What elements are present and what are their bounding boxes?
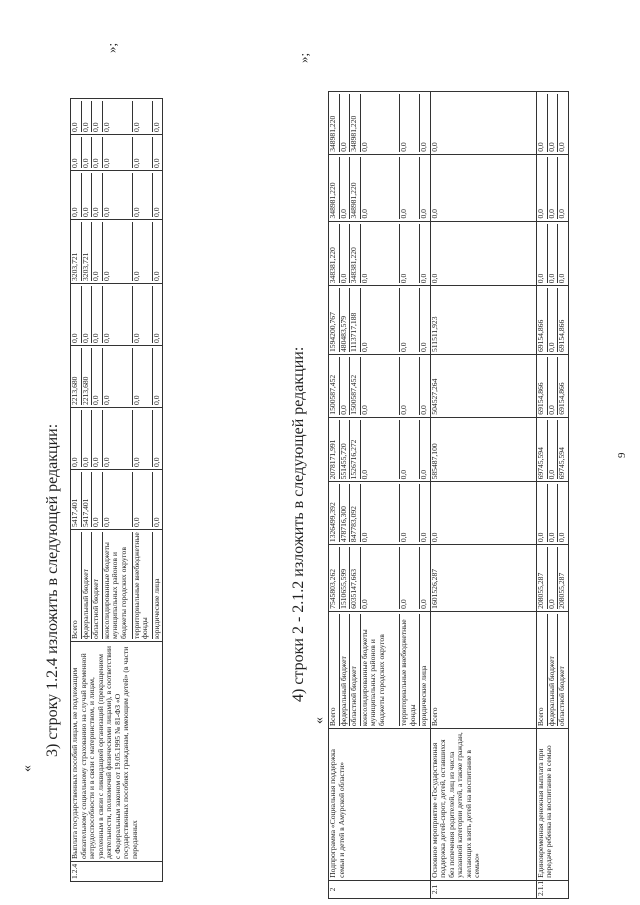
value-column (329, 417, 431, 482)
value-column (536, 221, 568, 286)
value-cell: 0,0 (557, 532, 567, 543)
value-column (71, 220, 163, 284)
value-cell: 0,0 (71, 101, 82, 132)
value-cell: 0,0 (400, 357, 420, 415)
value-cell: 208055,287 (537, 547, 548, 609)
value-column (71, 171, 163, 220)
value-cell: 0,0 (419, 273, 429, 284)
value-cell: 0,0 (92, 173, 103, 217)
funding-sources (71, 530, 163, 642)
value-cell: 551455,720 (340, 420, 351, 480)
value-cell: 0,0 (82, 137, 93, 168)
value-cell: 0,0 (537, 484, 548, 542)
value-column (71, 346, 163, 408)
value-cell: 69745,594 (557, 447, 567, 480)
value-cell: 348981,220 (350, 94, 361, 152)
value-cell: 348981,220 (350, 157, 361, 219)
value-cell: 0,0 (419, 469, 429, 480)
value-cell: 0,0 (361, 157, 400, 219)
table-row (536, 92, 568, 899)
value-cell: 0,0 (71, 410, 82, 467)
value-cell: 0,0 (71, 173, 82, 217)
value-cell: 348981,220 (329, 94, 340, 152)
value-cell: 0,0 (400, 420, 420, 480)
value-cell: 0,0 (557, 142, 567, 152)
value-column (329, 545, 431, 612)
value-cell: 0,0 (548, 94, 559, 152)
value-cell: 2213,680 (82, 348, 93, 405)
value-cell: 0,0 (103, 410, 133, 467)
value-cell: 69154,866 (537, 357, 548, 415)
value-cell: 0,0 (400, 157, 420, 219)
row-number: 1.2.4 (71, 862, 163, 882)
row-number: 2.1 (430, 880, 536, 898)
row-description: Подпрограмма «Социальная поддержка семьи и детей в Амурской области» (329, 729, 431, 881)
value-cell: 0,0 (419, 342, 429, 352)
value-cell: 0,0 (548, 484, 559, 542)
value-cell: 0,0 (92, 137, 103, 168)
value-cell: 5417,401 (71, 472, 82, 527)
value-cell: 0,0 (548, 420, 559, 480)
value-cell: 0,0 (133, 137, 153, 168)
value-cell: 0,0 (103, 472, 133, 527)
source-label: консолидированные бюджеты муниципальных районов и бюджеты городских округов (103, 532, 133, 639)
value-cell: 0,0 (361, 224, 400, 284)
page-number: 9 (616, 452, 628, 458)
table-row (329, 92, 431, 899)
value-cell: 0,0 (92, 222, 103, 281)
value-cell: 0,0 (430, 482, 536, 545)
value-cell: 847783,092 (350, 484, 361, 542)
row-description: Единовременная денежная выплата при передаче ребенка на воспитание в семью (536, 729, 568, 881)
value-cell: 0,0 (133, 222, 153, 281)
value-cell: 0,0 (340, 224, 351, 284)
section4-heading: 4) строки 2 - 2.1.2 изложить в следующей редакции: (290, 346, 307, 702)
value-cell: 585487,100 (430, 417, 536, 482)
value-cell: 3203,721 (71, 222, 82, 281)
value-cell: 0,0 (340, 157, 351, 219)
value-cell: 7545803,262 (329, 547, 340, 609)
funding-sources (430, 611, 536, 728)
section4-open-quote: « (312, 717, 327, 724)
value-cell: 0,0 (151, 271, 161, 281)
source-label: юридические лица (419, 665, 429, 727)
source-label: областной бюджет (92, 532, 103, 639)
value-cell: 348981,220 (329, 157, 340, 219)
section4-table (328, 91, 569, 899)
value-column (71, 470, 163, 530)
value-cell: 5417,401 (82, 472, 93, 527)
value-cell: 348381,220 (350, 224, 361, 284)
value-cell: 0,0 (430, 92, 536, 155)
value-cell: 0,0 (340, 94, 351, 152)
value-column (536, 417, 568, 482)
value-cell: 0,0 (548, 157, 559, 219)
value-cell: 0,0 (419, 405, 429, 415)
value-column (329, 482, 431, 545)
value-cell: 0,0 (361, 288, 400, 352)
section3-close-mark: »; (104, 42, 119, 53)
source-label: федеральный бюджет (340, 614, 351, 726)
value-column (536, 154, 568, 221)
table-row (71, 99, 163, 882)
source-label: Всего (329, 614, 340, 726)
value-cell: 0,0 (151, 395, 161, 405)
value-cell: 480483,579 (340, 288, 351, 352)
value-cell: 504527,264 (430, 355, 536, 418)
value-column (329, 286, 431, 355)
value-column (329, 221, 431, 286)
funding-sources (536, 611, 568, 728)
value-cell: 6035147,663 (350, 547, 361, 609)
value-cell: 0,0 (430, 154, 536, 221)
section3-heading: 3) строку 1.2.4 изложить в следующей редакции: (44, 423, 61, 757)
value-column (71, 135, 163, 171)
value-cell: 0,0 (92, 348, 103, 405)
source-label: консолидированные бюджеты муниципальных районов и бюджеты городских округов (361, 614, 400, 726)
value-cell: 69154,866 (537, 288, 548, 352)
value-column (71, 284, 163, 346)
table-row (430, 92, 536, 899)
value-column (329, 154, 431, 221)
value-cell: 0,0 (133, 410, 153, 467)
row-description: Основное мероприятие «Государственная поддержка детей-сирот, детей, оставшихся без попечения родителей, лиц из числа указанной категории детей, а также граждан, желающих взять детей на воспитание в семью» (430, 729, 536, 881)
value-cell: 0,0 (82, 286, 93, 343)
value-column (329, 92, 431, 155)
value-cell: 0,0 (151, 517, 161, 527)
value-cell: 0,0 (419, 532, 429, 543)
value-cell: 0,0 (92, 101, 103, 132)
value-cell: 0,0 (557, 209, 567, 219)
source-label: областной бюджет (350, 614, 361, 726)
value-cell: 1594200,767 (329, 288, 340, 352)
value-cell: 0,0 (548, 547, 559, 609)
value-cell: 0,0 (537, 94, 548, 152)
value-cell: 0,0 (151, 122, 161, 132)
value-cell: 0,0 (548, 357, 559, 415)
value-cell: 0,0 (103, 286, 133, 343)
value-cell: 0,0 (419, 599, 429, 609)
value-cell: 0,0 (361, 357, 400, 415)
value-column (536, 355, 568, 418)
source-label: юридические лица (151, 578, 161, 639)
value-column (536, 286, 568, 355)
value-cell: 0,0 (151, 158, 161, 168)
value-cell: 0,0 (92, 286, 103, 343)
value-cell: 1500587,452 (329, 357, 340, 415)
value-cell: 0,0 (548, 224, 559, 284)
section3-open-quote: « (20, 765, 35, 772)
value-cell: 0,0 (537, 157, 548, 219)
value-column (71, 408, 163, 470)
value-column (536, 545, 568, 612)
row-number: 2.1.1 (536, 880, 568, 898)
row-description: Выплата государственных пособий лицам, не подлежащим обязательному социальному страхованию на случай временной нетрудоспособности и в связи с материнством, и лицам, уволенным в связи с ликвидацией организаций (прекращением деятельности, полномочий физическими лицами), в соответствии с Федеральным законом от 19.05.1995 № 81-ФЗ «О государственных пособиях гражданам, имеющим детей» (в части переданных (71, 642, 163, 862)
value-cell: 1601526,287 (430, 545, 536, 612)
value-column (71, 99, 163, 135)
value-cell: 69154,866 (557, 319, 567, 352)
value-cell: 0,0 (557, 273, 567, 284)
value-column (329, 355, 431, 418)
value-cell: 0,0 (548, 288, 559, 352)
value-cell: 0,0 (361, 547, 400, 609)
value-cell: 0,0 (400, 547, 420, 609)
value-cell: 0,0 (103, 173, 133, 217)
value-cell: 0,0 (82, 410, 93, 467)
value-cell: 348381,220 (329, 224, 340, 284)
value-cell: 208055,287 (557, 572, 567, 609)
value-cell: 1113717,188 (350, 288, 361, 352)
value-column (536, 482, 568, 545)
source-label: Всего (71, 532, 82, 639)
value-cell: 0,0 (133, 472, 153, 527)
value-cell: 0,0 (400, 224, 420, 284)
source-label: федеральный бюджет (82, 532, 93, 639)
value-cell: 0,0 (71, 286, 82, 343)
source-label: Всего (537, 614, 548, 726)
value-cell: 0,0 (151, 333, 161, 343)
source-label: территориальные внебюджетные фонды (400, 614, 420, 726)
value-cell: 511511,923 (430, 286, 536, 355)
value-cell: 69154,866 (557, 382, 567, 415)
value-cell: 0,0 (537, 224, 548, 284)
value-cell: 0,0 (361, 94, 400, 152)
value-cell: 0,0 (419, 142, 429, 152)
value-cell: 0,0 (71, 137, 82, 168)
value-cell: 0,0 (92, 410, 103, 467)
value-cell: 1510655,599 (340, 547, 351, 609)
value-cell: 0,0 (400, 288, 420, 352)
value-cell: 0,0 (133, 101, 153, 132)
value-cell: 0,0 (103, 101, 133, 132)
value-cell: 1526716,272 (350, 420, 361, 480)
section3-table (70, 98, 163, 882)
value-cell: 0,0 (103, 348, 133, 405)
value-cell: 0,0 (151, 207, 161, 217)
value-cell: 0,0 (133, 286, 153, 343)
value-cell: 0,0 (92, 472, 103, 527)
value-cell: 0,0 (400, 94, 420, 152)
value-cell: 478716,300 (340, 484, 351, 542)
value-cell: 0,0 (361, 420, 400, 480)
value-cell: 0,0 (82, 173, 93, 217)
value-cell: 0,0 (133, 348, 153, 405)
section4-close-mark: »; (296, 52, 311, 63)
value-cell: 0,0 (151, 457, 161, 467)
value-cell: 0,0 (430, 221, 536, 286)
value-cell: 3203,721 (82, 222, 93, 281)
value-cell: 0,0 (133, 173, 153, 217)
source-label: территориальные внебюджетные фонды (133, 532, 153, 639)
value-cell: 0,0 (103, 222, 133, 281)
value-cell: 1326499,392 (329, 484, 340, 542)
source-label: Всего (429, 707, 439, 727)
value-cell: 0,0 (103, 137, 133, 168)
value-cell: 0,0 (340, 357, 351, 415)
row-number: 2 (329, 880, 431, 898)
value-cell: 0,0 (361, 484, 400, 542)
value-cell: 2213,680 (71, 348, 82, 405)
value-cell: 69745,594 (537, 420, 548, 480)
value-cell: 0,0 (400, 484, 420, 542)
value-cell: 2078171,991 (329, 420, 340, 480)
funding-sources (329, 611, 431, 728)
value-cell: 0,0 (82, 101, 93, 132)
value-cell: 1500587,452 (350, 357, 361, 415)
source-label: областной бюджет (557, 666, 567, 727)
value-cell: 0,0 (419, 209, 429, 219)
source-label: федеральный бюджет (548, 614, 559, 726)
value-column (536, 92, 568, 155)
